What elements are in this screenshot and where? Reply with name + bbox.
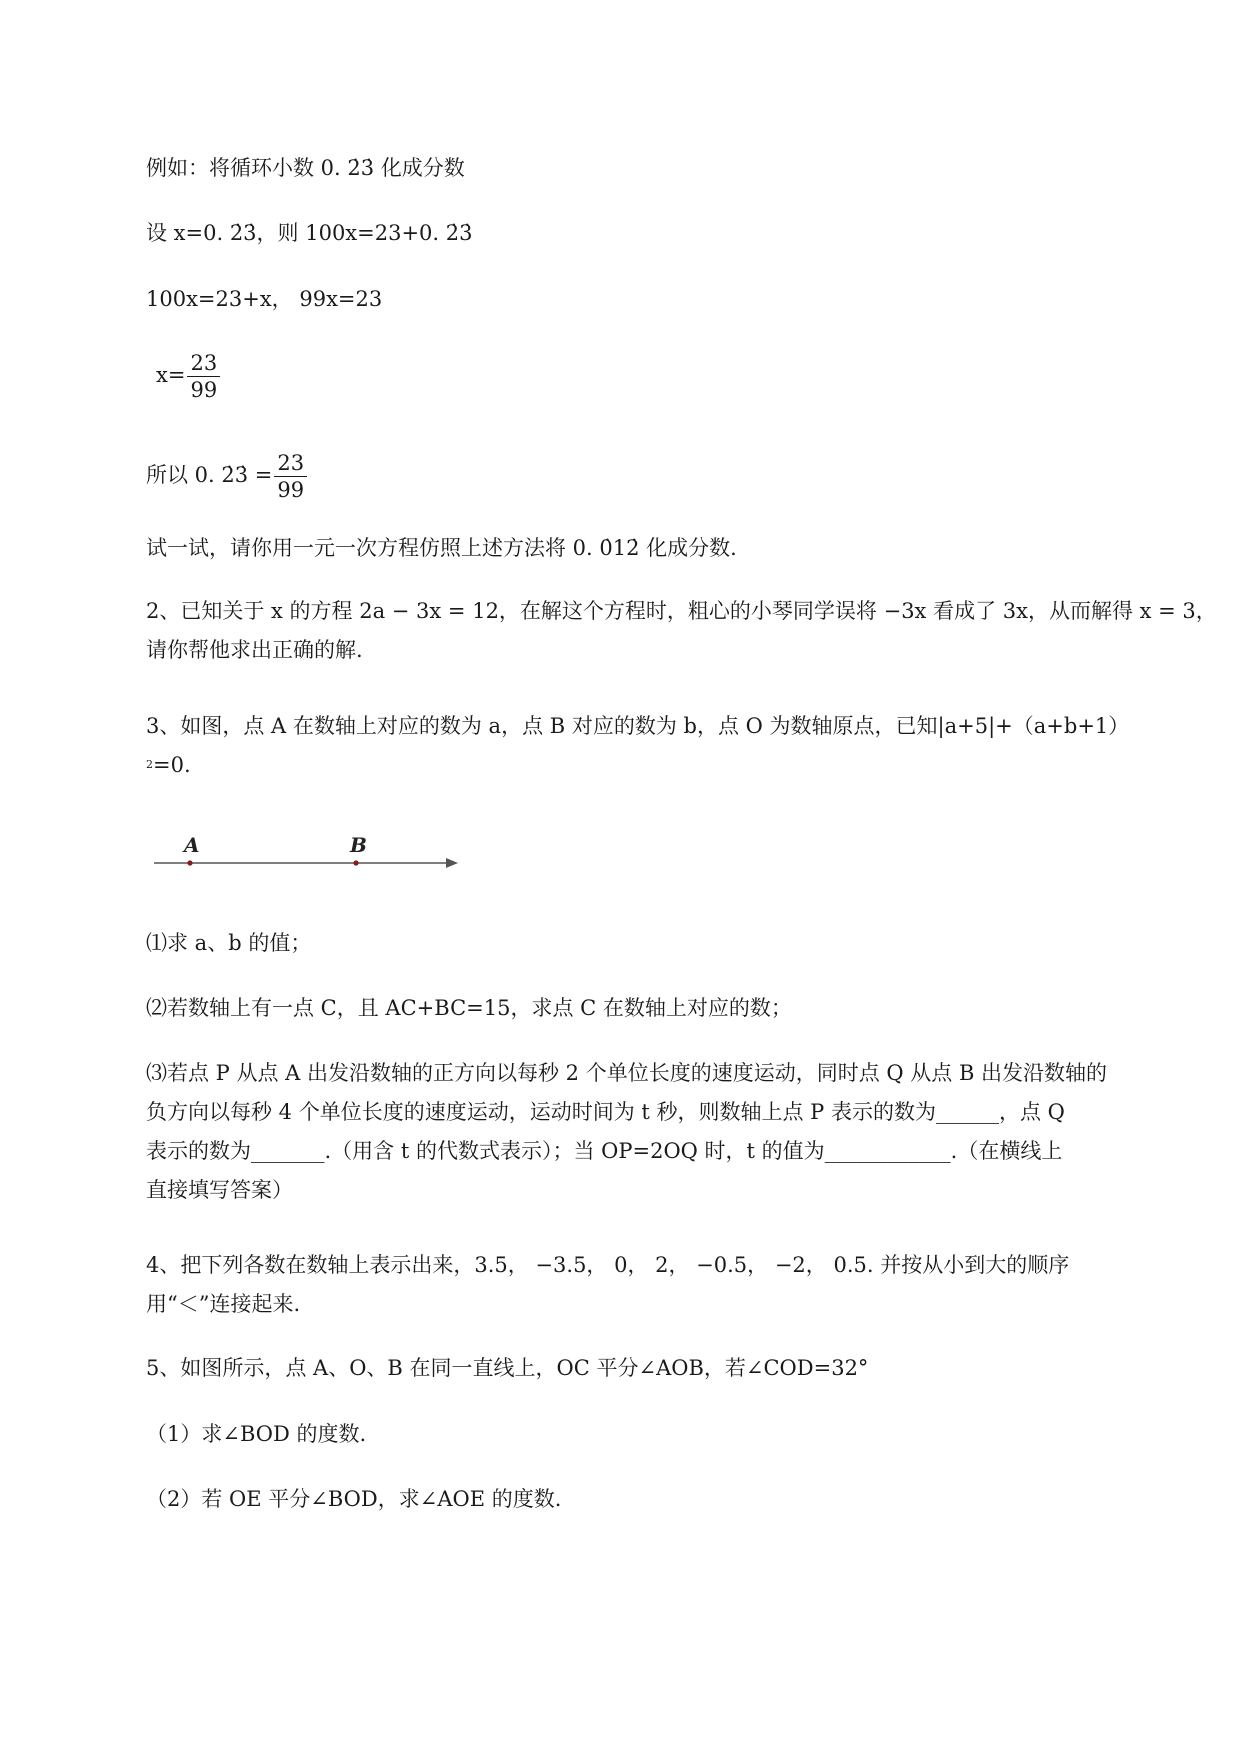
question-5-line: 5、如图所示，点 A、O、B 在同一直线上，OC 平分∠AOB，若∠COD=32°: [146, 1356, 869, 1380]
point-a: [187, 860, 192, 865]
question-3-part-2: ⑵若数轴上有一点 C，且 AC+BC=15，求点 C 在数轴上对应的数；: [146, 996, 792, 1020]
equals-zero: =0.: [153, 753, 191, 777]
question-3-part-3-line-2: 负方向以每秒 4 个单位长度的速度运动，运动时间为 t 秒，则数轴上点 P 表示的数为______，点 Q: [146, 1100, 1065, 1124]
question-5-part-1: （1）求∠BOD 的度数.: [146, 1422, 367, 1446]
fraction-denominator: 99: [277, 478, 305, 502]
question-3-part-3-line-1: ⑶若点 P 从点 A 出发沿数轴的正方向以每秒 2 个单位长度的速度运动，同时点 Q 从点 B 出发沿数轴的: [146, 1061, 1108, 1085]
try-it-line: 试一试，请你用一元一次方程仿照上述方法将 0. 0̇12̇ 化成分数.: [146, 536, 737, 560]
exponent: 2: [146, 758, 153, 771]
fraction-denominator: 99: [190, 378, 218, 402]
example-step-1: 设 x=0. 2̇3̇，则 100x=23+0. 2̇3̇: [146, 221, 473, 245]
example-intro: 例如：将循环小数 0. 2̇3̇ 化成分数: [146, 156, 465, 180]
axis-arrow: [446, 858, 458, 868]
question-4-line-2: 用“＜”连接起来.: [146, 1292, 301, 1316]
fraction-numerator: 23: [274, 450, 307, 477]
label-a: A: [184, 833, 200, 857]
fraction-prefix: x=: [156, 363, 186, 387]
question-3-part-3-line-3: 表示的数为_______.（用含 t 的代数式表示）；当 OP=2OQ 时，t 的值为____________.（在横线上: [146, 1139, 1063, 1163]
question-3-part-1: ⑴求 a、b 的值；: [146, 931, 312, 955]
question-5-part-2: （2）若 OE 平分∠BOD，求∠AOE 的度数.: [146, 1487, 562, 1511]
number-line-figure: [146, 830, 466, 880]
point-b: [353, 860, 358, 865]
example-step-3: [156, 350, 220, 403]
fraction-23-99: [187, 350, 220, 403]
label-b: B: [350, 833, 367, 857]
conclusion-prefix: 所以 0. 2̇3̇ =: [146, 463, 273, 487]
question-3-part-3-line-4: 直接填写答案）: [146, 1178, 293, 1202]
question-3-line-2: [146, 750, 191, 780]
fraction-23-99: [274, 450, 307, 503]
question-4-line-1: 4、把下列各数在数轴上表示出来，3.5， −3.5， 0， 2， −0.5， −2， 0.5. 并按从小到大的顺序: [146, 1253, 1070, 1277]
question-2-line-2: 请你帮他求出正确的解.: [146, 638, 363, 662]
question-3-line-1: 3、如图，点 A 在数轴上对应的数为 a，点 B 对应的数为 b，点 O 为数轴原点，已知|a+5|+（a+b+1）: [146, 714, 1130, 738]
fraction-numerator: 23: [187, 350, 220, 377]
example-conclusion: [146, 450, 307, 503]
example-step-2: 100x=23+x， 99x=23: [146, 287, 383, 311]
question-2-line-1: 2、已知关于 x 的方程 2a − 3x = 12，在解这个方程时，粗心的小琴同学误将 −3x 看成了 3x，从而解得 x = 3，: [146, 599, 1217, 623]
